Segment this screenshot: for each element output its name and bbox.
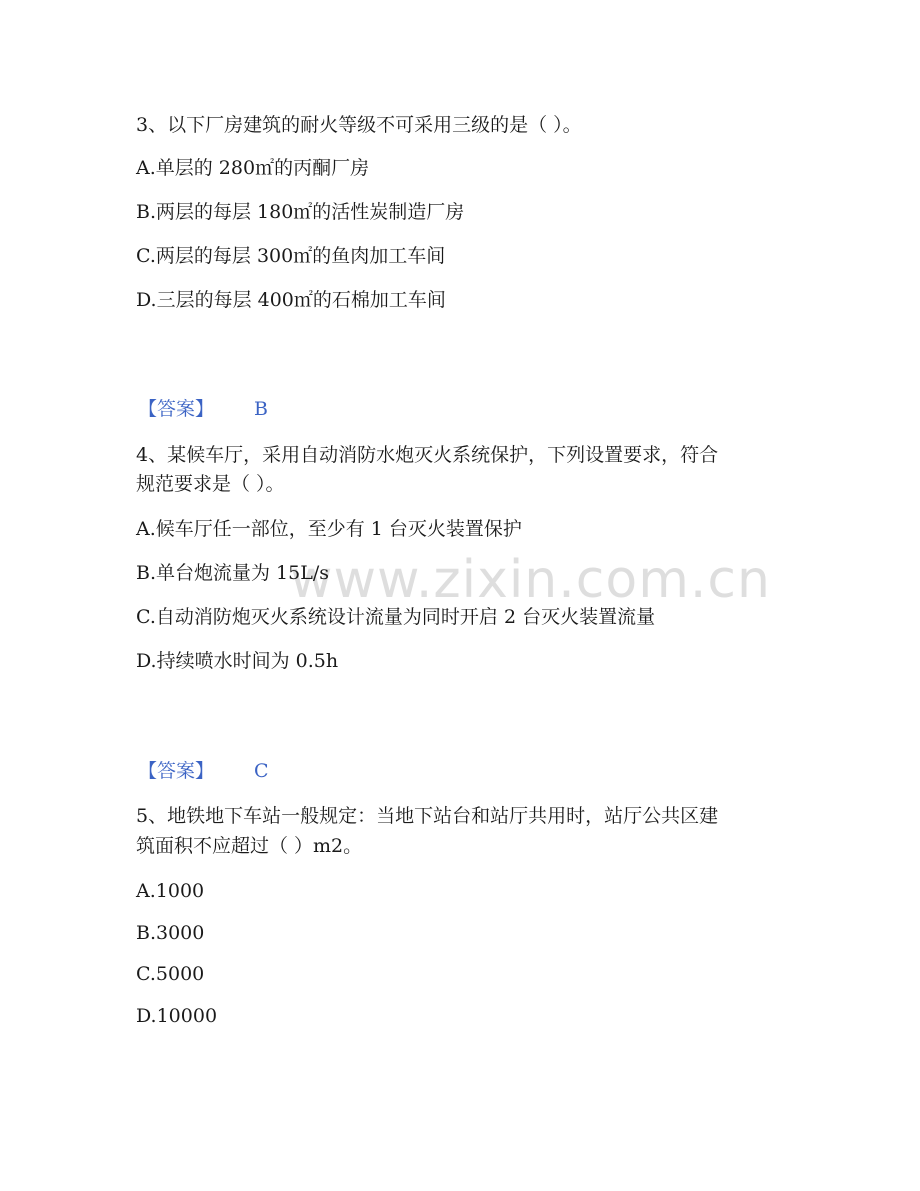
question-3-option-d: D.三层的每层 400㎡的石棉加工车间 xyxy=(136,289,446,311)
question-4-option-c: C.自动消防炮灭火系统设计流量为同时开启 2 台灭火装置流量 xyxy=(136,606,656,628)
question-3-option-a: A.单层的 280㎡的丙酮厂房 xyxy=(136,157,370,179)
watermark: www.zixin.com.cn xyxy=(290,550,771,610)
question-5-option-a: A.1000 xyxy=(136,880,205,902)
answer-label: 【答案】 xyxy=(138,398,215,420)
question-5-stem-line-2: 筑面积不应超过（ ）m2。 xyxy=(136,835,363,857)
question-4-answer xyxy=(138,759,269,783)
question-3-stem: 3、以下厂房建筑的耐火等级不可采用三级的是（ ）。 xyxy=(136,114,582,136)
answer-value: B xyxy=(254,398,268,420)
question-3-option-b: B.两层的每层 180㎡的活性炭制造厂房 xyxy=(136,201,465,223)
answer-value: C xyxy=(254,760,269,782)
question-4-stem-line-1: 4、某候车厅，采用自动消防水炮灭火系统保护，下列设置要求，符合 xyxy=(136,444,719,466)
question-3-option-c: C.两层的每层 300㎡的鱼肉加工车间 xyxy=(136,245,446,267)
question-5-option-c: C.5000 xyxy=(136,963,205,985)
question-4-option-b: B.单台炮流量为 15L/s xyxy=(136,562,329,584)
question-3-answer xyxy=(138,397,268,421)
question-5-stem-line-1: 5、地铁地下车站一般规定：当地下站台和站厅共用时，站厅公共区建 xyxy=(136,805,719,827)
question-4-option-d: D.持续喷水时间为 0.5h xyxy=(136,650,339,672)
answer-label: 【答案】 xyxy=(138,760,215,782)
question-4-option-a: A.候车厅任一部位，至少有 1 台灭火装置保护 xyxy=(136,518,522,540)
question-5-option-d: D.10000 xyxy=(136,1005,218,1027)
question-4-stem-line-2: 规范要求是（ ）。 xyxy=(136,473,285,495)
question-5-option-b: B.3000 xyxy=(136,922,205,944)
